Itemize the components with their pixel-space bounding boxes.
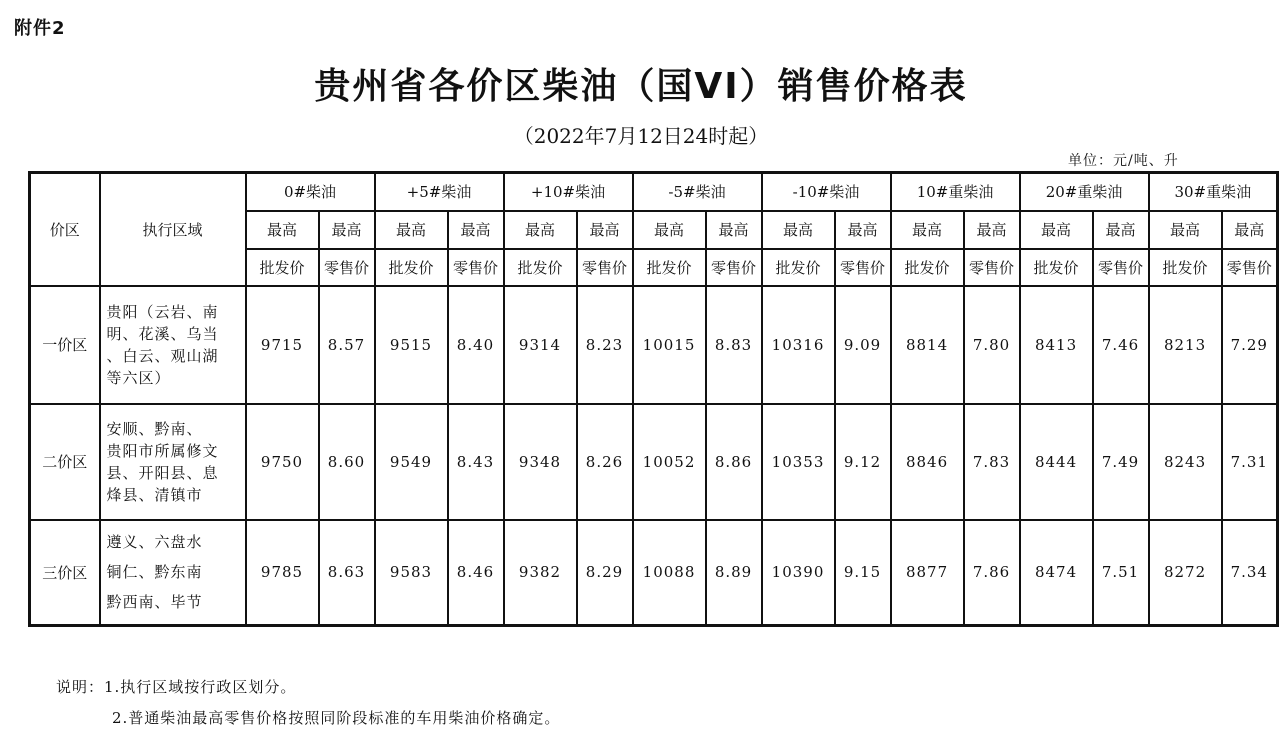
price-table (28, 171, 1279, 627)
region-line: 安顺、黔南、 (106, 419, 203, 438)
retail-price-cell: 7.49 (1093, 404, 1149, 520)
header-retail-price: 零售价 (577, 249, 633, 286)
header-retail-price: 零售价 (1093, 249, 1149, 286)
header-retail-top: 最高 (1093, 211, 1149, 249)
retail-price-cell: 7.31 (1222, 404, 1278, 520)
region-line: 明、花溪、乌当 (106, 324, 219, 343)
wholesale-price-cell: 8846 (891, 404, 964, 520)
region-cell (100, 520, 246, 626)
wholesale-price-cell: 9549 (375, 404, 448, 520)
region-line: 县、开阳县、息 (106, 463, 219, 482)
retail-price-cell: 8.26 (577, 404, 633, 520)
wholesale-price-cell: 8814 (891, 286, 964, 404)
retail-price-cell: 9.09 (835, 286, 891, 404)
note-2: 2.普通柴油最高零售价格按照同阶段标准的车用柴油价格确定。 (112, 709, 561, 727)
header-retail-price: 零售价 (319, 249, 375, 286)
header-retail-top: 最高 (835, 211, 891, 249)
header-fuel-heavy10: 10#重柴油 (891, 173, 1020, 211)
wholesale-price-cell: 9715 (246, 286, 319, 404)
wholesale-price-cell: 10316 (762, 286, 835, 404)
header-fuel-plus10: +10#柴油 (504, 173, 633, 211)
wholesale-price-cell: 10390 (762, 520, 835, 626)
header-region: 执行区域 (100, 173, 246, 286)
header-retail-price: 零售价 (964, 249, 1020, 286)
header-wholesale-top: 最高 (891, 211, 964, 249)
retail-price-cell: 8.40 (448, 286, 504, 404)
region-line: 、白云、观山湖 (106, 346, 219, 365)
retail-price-cell: 9.15 (835, 520, 891, 626)
wholesale-price-cell: 9583 (375, 520, 448, 626)
wholesale-price-cell: 9750 (246, 404, 319, 520)
header-fuel-0: 0#柴油 (246, 173, 375, 211)
retail-price-cell: 8.86 (706, 404, 762, 520)
wholesale-price-cell: 9348 (504, 404, 577, 520)
wholesale-price-cell: 8877 (891, 520, 964, 626)
wholesale-price-cell: 8444 (1020, 404, 1093, 520)
header-zone: 价区 (30, 173, 100, 286)
region-line: 贵阳（云岩、南 (106, 302, 219, 321)
header-wholesale-price: 批发价 (633, 249, 706, 286)
wholesale-price-cell: 9382 (504, 520, 577, 626)
retail-price-cell: 8.23 (577, 286, 633, 404)
retail-price-cell: 7.83 (964, 404, 1020, 520)
retail-price-cell: 8.83 (706, 286, 762, 404)
header-fuel-plus5: +5#柴油 (375, 173, 504, 211)
retail-price-cell: 8.43 (448, 404, 504, 520)
header-retail-top: 最高 (964, 211, 1020, 249)
header-retail-price: 零售价 (448, 249, 504, 286)
wholesale-price-cell: 10353 (762, 404, 835, 520)
header-retail-top: 最高 (706, 211, 762, 249)
header-wholesale-top: 最高 (1020, 211, 1093, 249)
retail-price-cell: 8.29 (577, 520, 633, 626)
note-1: 说明：1.执行区域按行政区划分。 (56, 678, 297, 696)
region-line: 黔西南、毕节 (106, 593, 203, 612)
wholesale-price-cell: 8213 (1149, 286, 1222, 404)
retail-price-cell: 7.86 (964, 520, 1020, 626)
table-row (30, 404, 1278, 520)
wholesale-price-cell: 10088 (633, 520, 706, 626)
retail-price-cell: 8.57 (319, 286, 375, 404)
region-line: 烽县、清镇市 (106, 485, 203, 504)
retail-price-cell: 7.29 (1222, 286, 1278, 404)
wholesale-price-cell: 10015 (633, 286, 706, 404)
header-wholesale-top: 最高 (246, 211, 319, 249)
retail-price-cell: 7.51 (1093, 520, 1149, 626)
wholesale-price-cell: 9314 (504, 286, 577, 404)
zone-cell: 三价区 (30, 520, 100, 626)
header-wholesale-price: 批发价 (375, 249, 448, 286)
wholesale-price-cell: 8413 (1020, 286, 1093, 404)
header-wholesale-price: 批发价 (246, 249, 319, 286)
retail-price-cell: 8.46 (448, 520, 504, 626)
wholesale-price-cell: 9785 (246, 520, 319, 626)
retail-price-cell: 7.34 (1222, 520, 1278, 626)
wholesale-price-cell: 10052 (633, 404, 706, 520)
header-retail-top: 最高 (1222, 211, 1278, 249)
wholesale-price-cell: 8272 (1149, 520, 1222, 626)
table-row (30, 286, 1278, 404)
header-wholesale-price: 批发价 (504, 249, 577, 286)
header-retail-price: 零售价 (835, 249, 891, 286)
header-wholesale-price: 批发价 (762, 249, 835, 286)
header-wholesale-price: 批发价 (1020, 249, 1093, 286)
header-wholesale-price: 批发价 (891, 249, 964, 286)
header-retail-top: 最高 (577, 211, 633, 249)
region-cell (100, 286, 246, 404)
retail-price-cell: 9.12 (835, 404, 891, 520)
zone-cell: 一价区 (30, 286, 100, 404)
wholesale-price-cell: 9515 (375, 286, 448, 404)
header-fuel-heavy20: 20#重柴油 (1020, 173, 1149, 211)
header-wholesale-top: 最高 (633, 211, 706, 249)
region-cell (100, 404, 246, 520)
attachment-label: 附件2 (14, 18, 66, 39)
header-row-fuels (30, 173, 1278, 211)
effective-date: （2022年7月12日24时起） (513, 124, 769, 148)
retail-price-cell: 8.63 (319, 520, 375, 626)
header-wholesale-top: 最高 (504, 211, 577, 249)
table-row (30, 520, 1278, 626)
header-retail-price: 零售价 (706, 249, 762, 286)
wholesale-price-cell: 8474 (1020, 520, 1093, 626)
header-retail-price: 零售价 (1222, 249, 1278, 286)
header-fuel-heavy30: 30#重柴油 (1149, 173, 1278, 211)
retail-price-cell: 8.60 (319, 404, 375, 520)
header-wholesale-top: 最高 (762, 211, 835, 249)
unit-label: 单位：元/吨、升 (1068, 153, 1179, 169)
header-wholesale-top: 最高 (1149, 211, 1222, 249)
header-wholesale-top: 最高 (375, 211, 448, 249)
page-title: 贵州省各价区柴油（国VI）销售价格表 (314, 66, 968, 107)
header-fuel-minus5: -5#柴油 (633, 173, 762, 211)
region-line: 贵阳市所属修文 (106, 441, 219, 460)
header-retail-top: 最高 (319, 211, 375, 249)
wholesale-price-cell: 8243 (1149, 404, 1222, 520)
retail-price-cell: 7.80 (964, 286, 1020, 404)
region-line: 等六区） (106, 368, 171, 387)
header-wholesale-price: 批发价 (1149, 249, 1222, 286)
zone-cell: 二价区 (30, 404, 100, 520)
retail-price-cell: 8.89 (706, 520, 762, 626)
region-line: 铜仁、黔东南 (106, 563, 203, 582)
header-retail-top: 最高 (448, 211, 504, 249)
region-line: 遵义、六盘水 (106, 533, 203, 552)
retail-price-cell: 7.46 (1093, 286, 1149, 404)
header-fuel-minus10: -10#柴油 (762, 173, 891, 211)
